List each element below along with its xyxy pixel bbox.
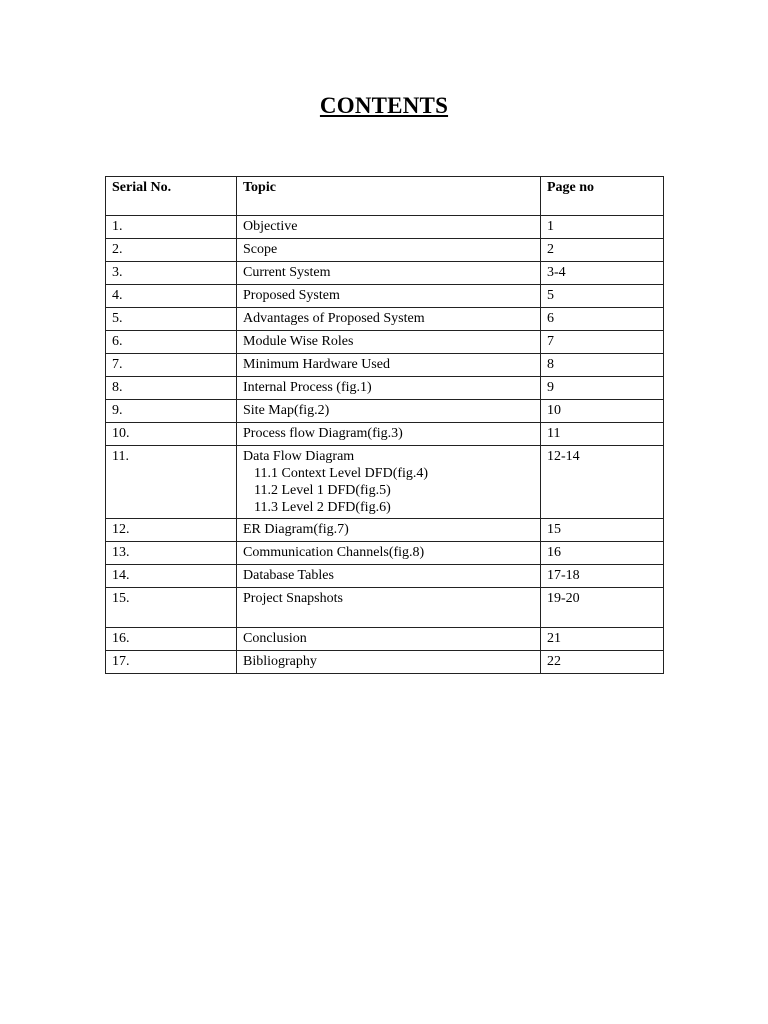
cell-serial: 12. <box>106 519 237 542</box>
cell-serial: 17. <box>106 651 237 674</box>
cell-page: 21 <box>541 628 664 651</box>
cell-serial: 15. <box>106 588 237 628</box>
cell-topic: Project Snapshots <box>237 588 541 628</box>
table-row <box>106 308 664 331</box>
cell-serial: 13. <box>106 542 237 565</box>
table-row <box>106 400 664 423</box>
cell-topic: Conclusion <box>237 628 541 651</box>
table-row <box>106 628 664 651</box>
table-header-row <box>106 177 664 216</box>
cell-serial: 7. <box>106 354 237 377</box>
cell-topic: Module Wise Roles <box>237 331 541 354</box>
subtopic: 11.3 Level 2 DFD(fig.6) <box>254 500 391 515</box>
cell-topic: Advantages of Proposed System <box>237 308 541 331</box>
cell-topic: Bibliography <box>237 651 541 674</box>
header-serial: Serial No. <box>106 177 237 216</box>
subtopic: 11.2 Level 1 DFD(fig.5) <box>254 483 391 498</box>
cell-serial: 6. <box>106 331 237 354</box>
cell-serial: 16. <box>106 628 237 651</box>
cell-page: 11 <box>541 423 664 446</box>
cell-serial: 11. <box>106 446 237 519</box>
table-row <box>106 565 664 588</box>
cell-topic: Current System <box>237 262 541 285</box>
cell-serial: 14. <box>106 565 237 588</box>
cell-topic: Database Tables <box>237 565 541 588</box>
table-row <box>106 262 664 285</box>
cell-page: 12-14 <box>541 446 664 519</box>
cell-page: 7 <box>541 331 664 354</box>
cell-page: 2 <box>541 239 664 262</box>
page-title: CONTENTS <box>319 93 449 118</box>
cell-page: 15 <box>541 519 664 542</box>
cell-topic: Objective <box>237 216 541 239</box>
cell-page: 19-20 <box>541 588 664 628</box>
table-row <box>106 588 664 628</box>
cell-page: 6 <box>541 308 664 331</box>
table-row <box>106 377 664 400</box>
cell-page: 16 <box>541 542 664 565</box>
table-row <box>106 331 664 354</box>
cell-topic: Proposed System <box>237 285 541 308</box>
cell-page: 8 <box>541 354 664 377</box>
cell-page: 5 <box>541 285 664 308</box>
table-row <box>106 651 664 674</box>
header-page: Page no <box>541 177 664 216</box>
cell-topic: Communication Channels(fig.8) <box>237 542 541 565</box>
cell-serial: 5. <box>106 308 237 331</box>
cell-serial: 1. <box>106 216 237 239</box>
cell-serial: 9. <box>106 400 237 423</box>
cell-page: 3-4 <box>541 262 664 285</box>
header-topic: Topic <box>237 177 541 216</box>
cell-serial: 3. <box>106 262 237 285</box>
cell-topic <box>237 446 541 519</box>
contents-table <box>105 176 664 674</box>
cell-page: 10 <box>541 400 664 423</box>
cell-serial: 4. <box>106 285 237 308</box>
table-row <box>106 354 664 377</box>
cell-topic: Minimum Hardware Used <box>237 354 541 377</box>
table-row <box>106 446 664 519</box>
cell-topic: Process flow Diagram(fig.3) <box>237 423 541 446</box>
cell-page: 1 <box>541 216 664 239</box>
subtopic: 11.1 Context Level DFD(fig.4) <box>254 466 429 481</box>
cell-topic: Site Map(fig.2) <box>237 400 541 423</box>
topic-title: Data Flow Diagram <box>243 449 355 464</box>
table-row <box>106 285 664 308</box>
cell-page: 17-18 <box>541 565 664 588</box>
cell-page: 22 <box>541 651 664 674</box>
cell-serial: 2. <box>106 239 237 262</box>
table-row <box>106 519 664 542</box>
cell-serial: 8. <box>106 377 237 400</box>
table-row <box>106 239 664 262</box>
cell-topic: Internal Process (fig.1) <box>237 377 541 400</box>
cell-serial: 10. <box>106 423 237 446</box>
table-row <box>106 542 664 565</box>
cell-topic: Scope <box>237 239 541 262</box>
cell-page: 9 <box>541 377 664 400</box>
table-row <box>106 216 664 239</box>
table-row <box>106 423 664 446</box>
cell-topic: ER Diagram(fig.7) <box>237 519 541 542</box>
